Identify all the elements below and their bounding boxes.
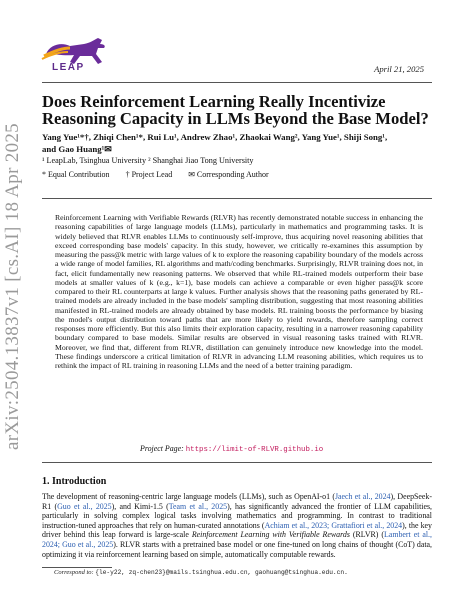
footnote-emails: {le-y22, zq-chen23}@mails.tsinghua.edu.cn, gaohuang@tsinghua.edu.cn. [95, 569, 348, 576]
note-project-lead: † Project Lead [125, 170, 173, 179]
citation-link[interactable]: Lambert et al., 2024; Guo et al., 2025 [42, 530, 432, 549]
project-page [140, 444, 323, 454]
note-equal-contribution: * Equal Contribution [42, 170, 110, 179]
affiliations: ¹ LeapLab, Tsinghua University ² Shanghai Jiao Tong University [42, 156, 254, 165]
project-page-link[interactable]: https://limit-of-RLVR.github.io [185, 446, 324, 454]
logo-wordmark: LEAP [52, 62, 85, 73]
paper-title: Does Reinforcement Learning Really Incentivize Reasoning Capacity in LLMs Beyond the Base Model? [42, 92, 429, 128]
author: Andrew Zhao¹ [180, 132, 236, 142]
author: Zhiqi Chen¹* [93, 132, 143, 142]
author: and Gao Huang¹✉ [42, 143, 112, 154]
footnote [54, 569, 348, 576]
author: Shiji Song¹ [343, 132, 385, 142]
header-divider [42, 82, 432, 83]
abstract: Reinforcement Learning with Verifiable Rewards (RLVR) has recently demonstrated notable success in enhancing the reasoning capabilities of large language models (LLMs), particularly in mathematics and programming tasks. It is widely believed that RLVR enables LLMs to continuously self-improve, thus acquiring novel reasoning abilities that exceed corresponding base models' capacity. In this study, however, we critically re-examines this assumption by measuring the pass@k metric with large values of k to explore the reasoning capability boundary of the models across a wide range of model families, RL algorithms and math/coding benchmarks. Surprisingly, RLVR training does not, in fact, elicit fundamentally new reasoning patterns. We observed that while RL-trained models outperform their base models at smaller values of k (e.g., k=1), base models can achieve a comparable or even higher pass@k score compared to their RL counterparts at large k values. Further analysis shows that the reasoning paths generated by RL-trained models are already included in the base models' sampling distribution, suggesting that most reasoning abilities manifested in RL-trained models are already obtained by base models. RL training boosts the performance by biasing the model's output distribution toward paths that are more likely to yield rewards, therefore sampling correct responses more efficiently. But this also limits their exploration capacity, resulting in a narrower reasoning capability boundary compared to base models. Similar results are observed in visual reasoning tasks trained with RLVR. Moreover, we find that, different from RLVR, distillation can genuinely introduce new knowledge into the model. These findings underscore a critical limitation of RLVR in advancing LLM reasoning abilities, which requires us to rethink the impact of RL training in reasoning LLMs and the need of a better training paradigm. [55, 213, 423, 370]
citation-link[interactable]: Achiam et al., 2023; Grattafiori et al., 2024 [264, 520, 403, 530]
footnote-rule [42, 567, 112, 568]
author: Yang Yue¹ [301, 132, 340, 142]
introduction-paragraph: The development of reasoning-centric large language models (LLMs), such as OpenAI-o1 (Jaech et al., 2024), DeepSeek-R1 (Guo et al., 2025), and Kimi-1.5 (Team et al., 2025), has significantly advanced the frontier of LLM capabilities, particularly in solving complex logical tasks involving mathematics and programming. In contrast to traditional instruction-tuned approaches that rely on human-curated annotations (Achiam et al., 2023; Grattafiori et al., 2024), the key driver behind this leap forward is large-scale Reinforcement Learning with Verifiable Rewards (RLVR) (Lambert et al., 2024; Guo et al., 2025). RLVR starts with a pretrained base model or one fine-tuned on long chains of thought (CoT) data, optimizing it via reinforcement learning based on simple, automatically computable rewards. [42, 492, 433, 559]
abstract-bottom-rule [42, 462, 432, 463]
citation-link[interactable]: Team et al., 2025 [168, 501, 228, 511]
section-heading-introduction: 1. Introduction [42, 476, 107, 487]
note-corresponding-author: ✉ Corresponding Author [188, 170, 269, 179]
citation-link[interactable]: Jaech et al., 2024 [334, 492, 391, 501]
author-list: Yang Yue¹*†, Zhiqi Chen¹*, Rui Lu¹, Andrew Zhao¹, Zhaokai Wang², Yang Yue¹, Shiji Song¹, and Gao Huang¹✉ [42, 132, 388, 154]
project-page-label: Project Page: [140, 444, 184, 453]
abstract-top-rule [42, 198, 432, 199]
citation-link[interactable]: Guo et al., 2025 [57, 501, 112, 511]
author-notes [42, 169, 283, 180]
footnote-label: Correspond to: [54, 569, 94, 576]
arxiv-identifier: arXiv:2504.13837v1 [cs.AI] 18 Apr 2025 [2, 123, 23, 450]
publication-date: April 21, 2025 [374, 64, 424, 74]
author: Zhaokai Wang² [239, 132, 298, 142]
author: Yang Yue¹*† [42, 132, 89, 142]
author: Rui Lu¹ [147, 132, 177, 142]
